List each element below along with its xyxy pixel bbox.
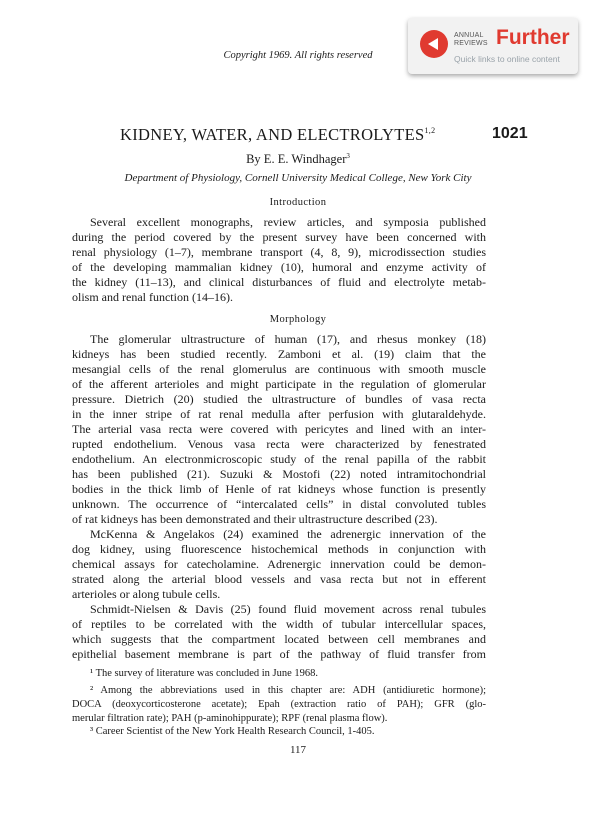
banner-reviews: REVIEWS xyxy=(454,40,488,47)
paragraph-morphology-3 xyxy=(72,602,486,662)
banner-further[interactable]: Further xyxy=(496,26,570,49)
text-line: chemical assays for catecholamine. Adrenergic innervation could be demon- xyxy=(72,557,486,571)
footnote-1 xyxy=(72,667,486,681)
text-line: epithelial basement membrane is part of the pathway of fluid transfer from xyxy=(72,647,486,661)
author-name: By E. E. Windhager xyxy=(246,152,347,166)
text-line: unknown. The occurrence of “intercalated cells” in distal convoluted tubles xyxy=(72,497,486,511)
text-line: kidneys has been studied recently. Zamboni et al. (19) claim that the xyxy=(72,347,486,361)
affiliation: Department of Physiology, Cornell University Medical College, New York City xyxy=(124,172,472,184)
text-line: during the period covered by the present survey have been concerned with xyxy=(72,230,486,244)
text-line: pressure. Dietrich (20) studied the ultrastructure of bundles of vasa recta xyxy=(72,392,486,406)
footnote-line: ² Among the abbreviations used in this chapter are: ADH (antidiuretic hormone); xyxy=(90,685,486,696)
text-line: of the developing mammalian kidney (10), humoral and enzyme activity of xyxy=(72,260,486,274)
text-line: Several excellent monographs, review articles, and symposia published xyxy=(90,215,486,229)
footnote-line: ¹ The survey of literature was concluded in June 1968. xyxy=(90,668,319,679)
article-title xyxy=(120,125,435,145)
section-heading-morphology: Morphology xyxy=(269,314,327,325)
page-folio: 117 xyxy=(289,744,307,756)
text-line: arterioles or along tubule cells. xyxy=(72,587,221,601)
text-line: The arterial vasa recta were covered with pericytes and lined with an inter- xyxy=(72,422,486,436)
text-line: mesangial cells of the renal glomerulus are continuous with smooth muscle xyxy=(72,362,486,376)
author-line xyxy=(0,152,596,167)
text-line: renal physiology (1–7), membrane transport (4, 8, 9), microdissection studies xyxy=(72,245,486,259)
title-row xyxy=(0,125,596,147)
text-line: of rat kidneys has been demonstrated and their ultrastructure described (23). xyxy=(72,512,438,526)
title-text: KIDNEY, WATER, AND ELECTROLYTES xyxy=(120,125,425,144)
paragraph-morphology-2 xyxy=(72,527,486,602)
paragraph-morphology-1 xyxy=(72,332,486,527)
text-line: the kidney (11–13), and clinical disturbances of fluid and electrolyte metab- xyxy=(72,275,486,289)
text-line: rupted endothelium. Venous vasa recta were characterized by fenestrated xyxy=(72,437,486,451)
text-line: of reptiles to be correlated with the width of tubular intercellular spaces, xyxy=(72,617,486,631)
banner-subtitle[interactable]: Quick links to online content xyxy=(454,54,560,64)
section-heading-introduction: Introduction xyxy=(269,197,327,208)
copyright-notice: Copyright 1969. All rights reserved xyxy=(223,50,373,61)
journal-page-number: 1021 xyxy=(492,125,528,142)
title-footnote-marks: 1,2 xyxy=(424,126,436,135)
play-back-icon[interactable] xyxy=(420,30,448,58)
footnote-line: DOCA (deoxycorticosterone acetate); Epah (extraction ratio of PAH); GFR (glo- xyxy=(72,699,486,710)
text-line: strated along the arterial blood vessels and vasa recta but not in efferent xyxy=(72,572,486,586)
text-line: has been published (21). Suzuki & Mostofi (22) noted intramitochondrial xyxy=(72,467,486,481)
text-line: Schmidt-Nielsen & Davis (25) found fluid movement across renal tubules xyxy=(90,602,486,616)
text-line: The glomerular ultrastructure of human (17), and rhesus monkey (18) xyxy=(90,332,486,346)
footnote-2 xyxy=(72,684,486,726)
author-footnote-mark: 3 xyxy=(346,152,350,160)
text-line: olism and renal function (14–16). xyxy=(72,290,233,304)
footnote-3 xyxy=(72,725,486,739)
paragraph-introduction xyxy=(72,215,486,305)
banner-annual: ANNUAL xyxy=(454,32,484,39)
footnote-line: ³ Career Scientist of the New York Health Research Council, 1-405. xyxy=(90,726,375,737)
text-line: bodies in the thick limb of Henle of rat kidneys whose function is presently xyxy=(72,482,486,496)
text-line: in the inner stripe of rat renal medulla after perfusion with glutaraldehyde. xyxy=(72,407,486,421)
further-banner[interactable] xyxy=(408,18,578,74)
text-line: dog kidney, using fluorescence histochemical methods in conjunction with xyxy=(72,542,486,556)
text-line: endothelium. An electronmicroscopic study of the renal papilla of the rabbit xyxy=(72,452,486,466)
text-line: of the afferent arterioles and might participate in the regulation of glomerular xyxy=(72,377,486,391)
footnote-line: merular filtration rate); PAH (p-aminohippurate); RPF (renal plasma flow). xyxy=(72,713,388,724)
text-line: McKenna & Angelakos (24) examined the adrenergic innervation of the xyxy=(90,527,486,541)
text-line: which suggests that the compartment located between cell membranes and xyxy=(72,632,486,646)
